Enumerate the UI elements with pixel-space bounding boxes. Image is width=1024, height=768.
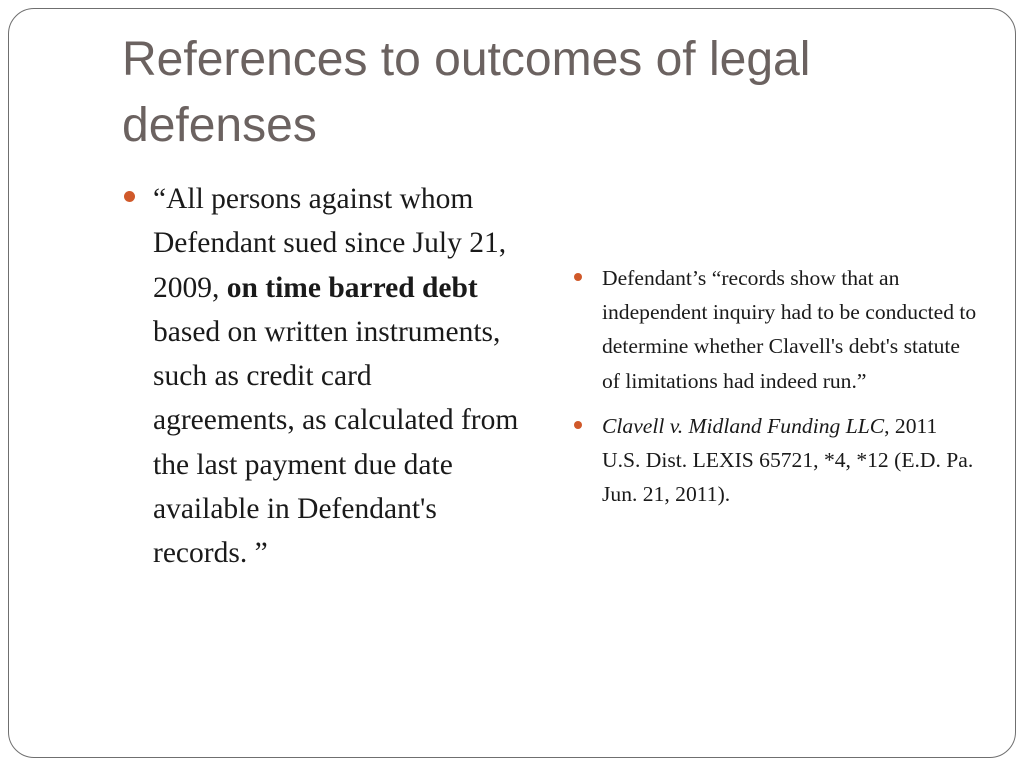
left-bullet-list [124,177,519,576]
list-item-records-quote [574,261,979,398]
citation-reference: , 2011 U.S. Dist. LEXIS 65721, *4, *12 (E.D. Pa. Jun. 21, 2011). [602,413,974,507]
quote-text-bold: on time barred debt [226,271,478,304]
bullet-dot-icon [574,421,582,429]
list-item-citation [574,409,979,512]
slide-frame [8,8,1016,758]
bullet-dot-icon [574,273,582,281]
right-bullet-list [574,261,979,522]
quote-text-part1: “All persons against whom Defendant sued since July 21, 2009, [153,183,507,304]
citation-case-name: Clavell v. Midland Funding LLC [602,413,885,438]
quote-text-part2: based on written instruments, such as credit card agreements, as calculated from the last payment due date available in Defendant's records. ” [153,315,519,570]
slide-title: References to outcomes of legal defenses [122,33,811,152]
records-quote-text: Defendant’s “records show that an independent inquiry had to be conducted to determine whether Clavell's debt's statute of limitations had indeed run.” [602,266,977,393]
list-item-quote [124,177,519,576]
bullet-dot-icon [124,191,135,202]
